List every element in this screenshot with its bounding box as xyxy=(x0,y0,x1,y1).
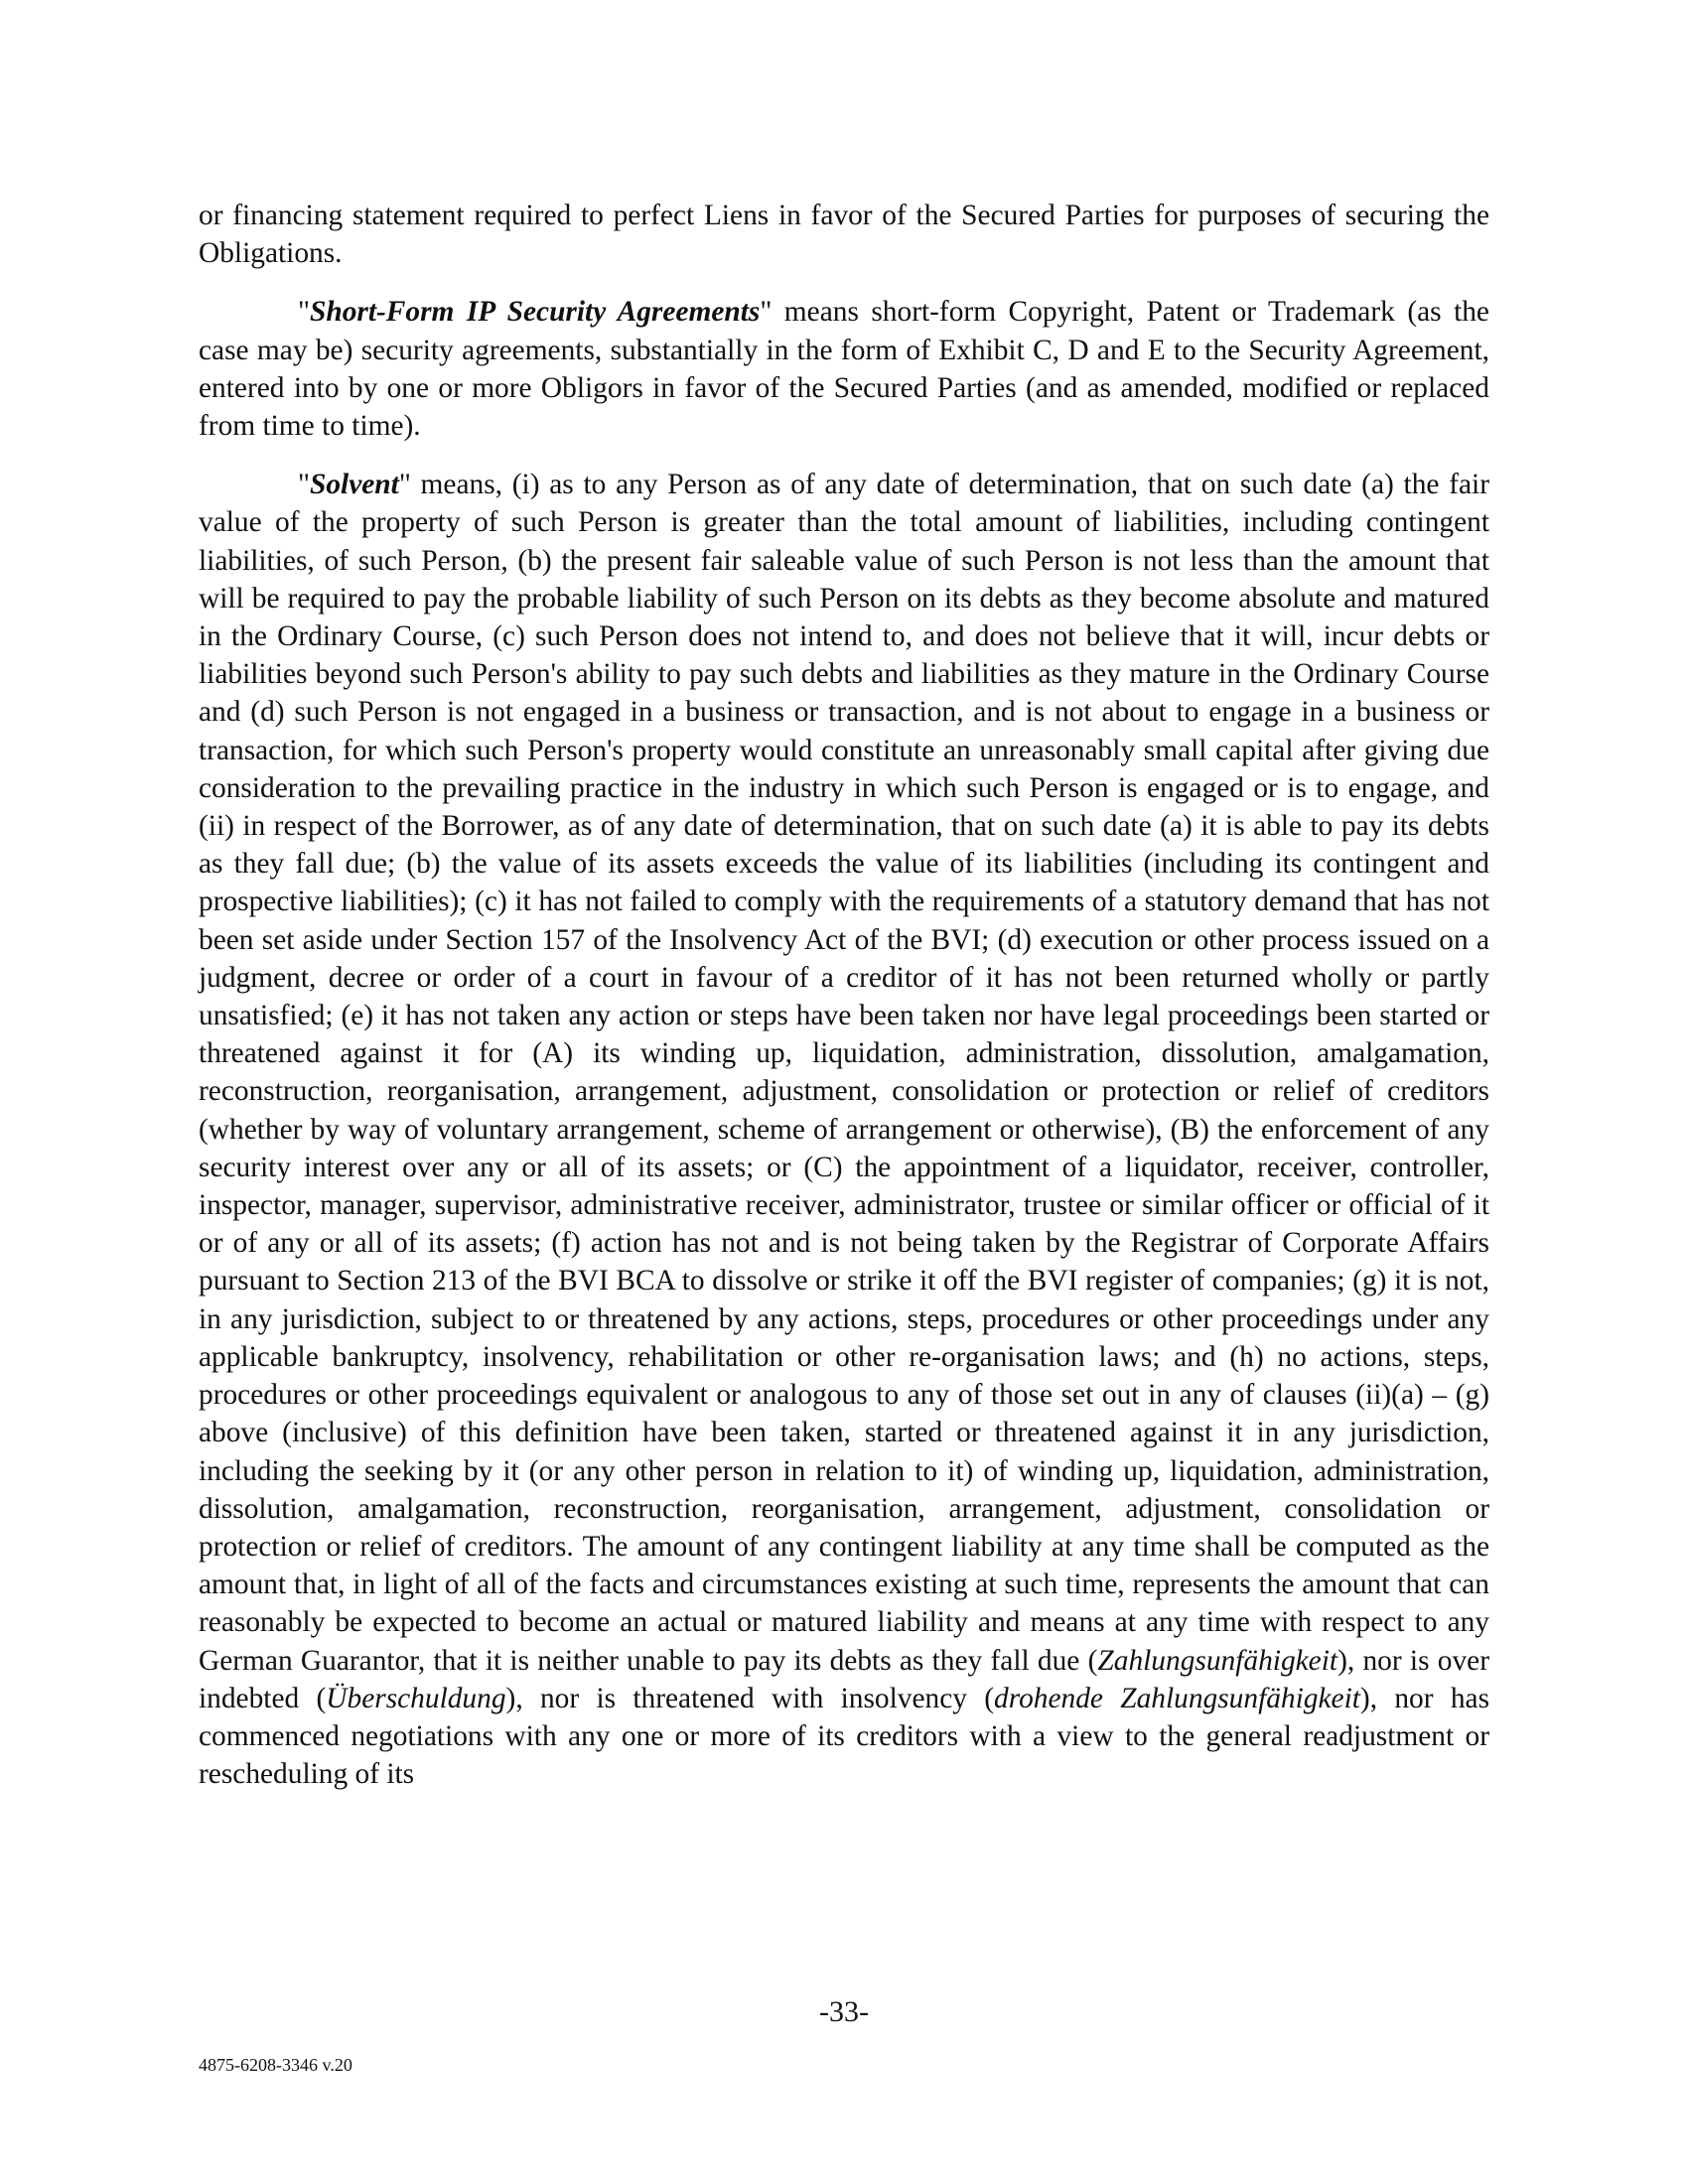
definition-text: " means, (i) as to any Person as of any date of determination, that on such date (a) the fair value of the property of such Person is greater than the total amount of liabilities, including contingent liabilities, of such Person, (b) the present fair saleable value of such Person is not less than the amount that will be required to pay the probable liability of such Person on its debts as they become absolute and matured in the Ordinary Course, (c) such Person does not intend to, and does not believe that it will, incur debts or liabilities beyond such Person's ability to pay such debts and liabilities as they mature in the Ordinary Course and (d) such Person is not engaged in a business or transaction, and is not about to engage in a business or transaction, for which such Person's property would constitute an unreasonably small capital after giving due consideration to the prevailing practice in the industry in which such Person is engaged or is to engage, and (ii) in respect of the Borrower, as of any date of determination, that on such date (a) it is able to pay its debts as they fall due; (b) the value of its assets exceeds the value of its liabilities (including its contingent and prospective liabilities); (c) it has not failed to comply with the requirements of a statutory demand that has not been set aside under Section 157 of the Insolvency Act of the BVI; (d) execution or other process issued on a judgment, decree or order of a court in favour of a creditor of it has not been returned wholly or partly unsatisfied; (e) it has not taken any action or steps have been taken nor have legal proceedings been started or threatened against it for (A) its winding up, liquidation, administration, dissolution, amalgamation, reconstruction, reorganisation, arrangement, adjustment, consolidation or protection or relief of creditors (whether by way of voluntary arrangement, scheme of arrangement or otherwise), (B) the enforcement of any security interest over any or all of its assets; or (C) the appointment of a liquidator, receiver, controller, inspector, manager, supervisor, administrative receiver, administrator, trustee or similar officer or official of it or of any or all of its assets; (f) action has not and is not being taken by the Registrar of Corporate Affairs pursuant to Section 213 of the BVI BCA to dissolve or strike it off the BVI register of companies; (g) it is not, in any jurisdiction, subject to or threatened by any actions, steps, procedures or other proceedings under any applicable bankruptcy, insolvency, rehabilitation or other re-organisation laws; and (h) no actions, steps, procedures or other proceedings equivalent or analogous to any of those set out in any of clauses (ii)(a) – (g) above (inclusive) of this definition have been taken, started or threatened against it in any jurisdiction, including the seeking by it (or any other person in relation to it) of winding up, liquidation, administration, dissolution, amalgamation, reconstruction, reorganisation, arrangement, adjustment, consolidation or protection or relief of creditors. The amount of any contingent liability at any time shall be computed as the amount that, in light of all of the facts and circumstances existing at such time, represents the amount that can reasonably be expected to become an actual or matured liability and means at any time with respect to any German Guarantor, that it is neither unable to pay its debts as they fall due ( xyxy=(199,469,1489,1677)
definition-text: " means short-form Copyright, Patent or Trademark (as the case may be) security agreements, substantially in the form of Exhibit C, D and E to the Security Agreement, entered into by one or more Obligors in favor of the Secured Parties (and as amended, modified or replaced from time to time). xyxy=(199,296,1489,443)
document-body xyxy=(199,197,1489,1814)
defined-term: Solvent xyxy=(310,469,399,501)
german-term: Zahlungsunfähigkeit xyxy=(1097,1644,1338,1677)
page-number: -33- xyxy=(819,1995,869,2028)
definition-short-form-ip-security-agreements xyxy=(199,293,1489,445)
open-quote: " xyxy=(298,469,310,501)
open-quote: " xyxy=(298,296,310,329)
paragraph-text: or financing statement required to perfect Liens in favor of the Secured Parties for purposes of securing the Obligations. xyxy=(199,200,1489,270)
document-id: 4875-6208-3346 v.20 xyxy=(199,2055,352,2075)
german-term: Überschuldung xyxy=(326,1682,506,1714)
definition-text: ), nor is over indebted ( xyxy=(199,1644,1489,1714)
paragraph-continuation xyxy=(199,197,1489,272)
german-term: drohende Zahlungsunfähigkeit xyxy=(994,1682,1360,1714)
definition-text: ), nor has commenced negotiations with any one or more of its creditors with a view to the general readjustment or rescheduling of its xyxy=(199,1682,1490,1791)
definition-solvent xyxy=(199,466,1489,1793)
defined-term: Short-Form IP Security Agreements xyxy=(310,296,761,329)
definition-text: ), nor is threatened with insolvency ( xyxy=(505,1682,995,1714)
